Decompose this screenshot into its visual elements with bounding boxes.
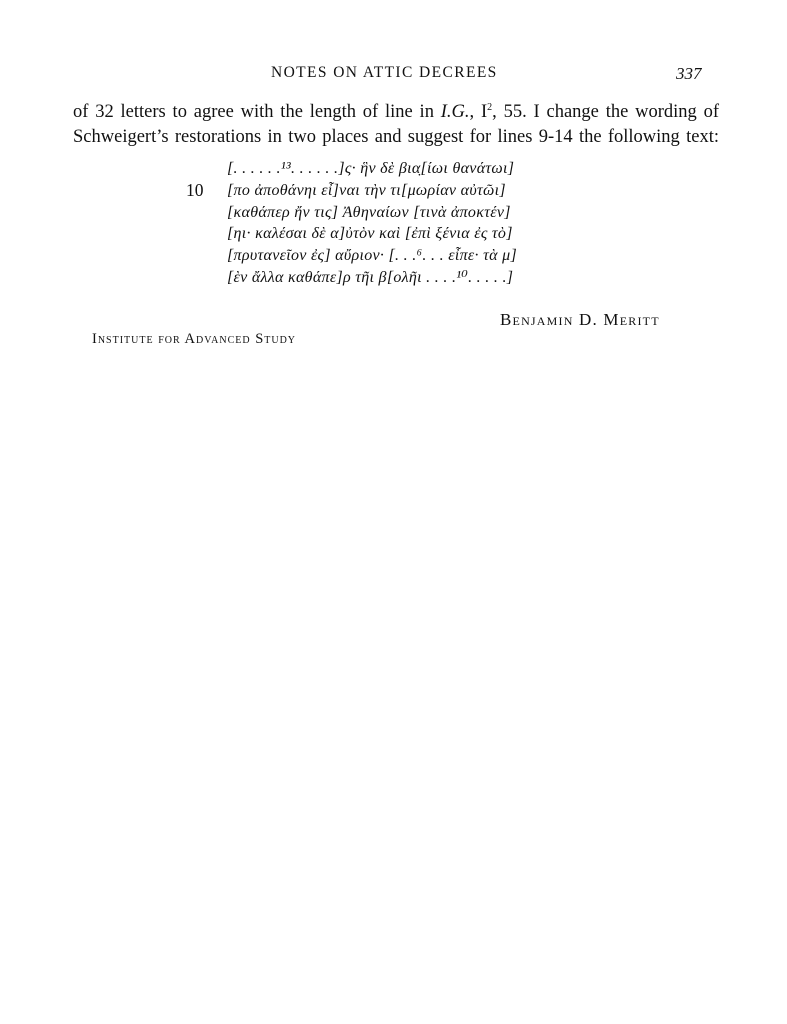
running-title: NOTES ON ATTIC DECREES [271,64,498,81]
greek-line [186,267,586,289]
inscription-reference: I.G. [440,102,470,122]
greek-line-text: [ηι· καλέσαι δὲ α]ὐτὸν καὶ [ἐπὶ ξένια ἐς τὸ] [227,225,513,243]
greek-line-text: [ὲν ἄλλα καθάπε]ρ τῆι β[ολῆι . . . .¹⁰. . . . .] [227,268,514,286]
greek-inscription-text [186,158,586,289]
body-line-2: Schweigert’s restorations in two places and suggest for lines 9-14 the following text: [73,127,719,147]
greek-line-text: [. . . . . .¹³. . . . . .]ς· ἣν δὲ βια̣[ίωι θανάτωι] [227,160,515,177]
body-line-1-b: , I [469,102,488,122]
greek-line-text: [πο ἀποθάνηι εἶ]ναι τὴν τι[μωρίαν αὐτῶι] [227,181,506,199]
greek-line [186,245,586,267]
body-line-1-a: of 32 letters to agree with the length of line in [73,102,441,122]
body-line-1-c: , 55. I change the wording of [492,102,719,122]
page-number: 337 [676,64,702,83]
running-head [0,64,787,88]
body-line-1 [73,100,719,125]
author-institution: Institute for Advanced Study [92,331,297,347]
body-paragraph [73,100,723,150]
edition-superscript: 2 [487,102,493,113]
greek-line [186,202,586,224]
author-signature: Benjamin D. Meritt [500,310,660,329]
greek-line [186,158,586,180]
greek-line [186,180,586,202]
greek-line-text: [καθάπερ ἤν τις] Ἀθηναίων [τινὰ ἀποκτέν] [227,203,511,221]
line-number: 10 [186,179,204,200]
greek-line-text: [πρυτανεῖον ἐς] αὔριον· [. . .⁶. . . εἶπε· τὰ μ] [227,247,517,265]
greek-line [186,223,586,245]
